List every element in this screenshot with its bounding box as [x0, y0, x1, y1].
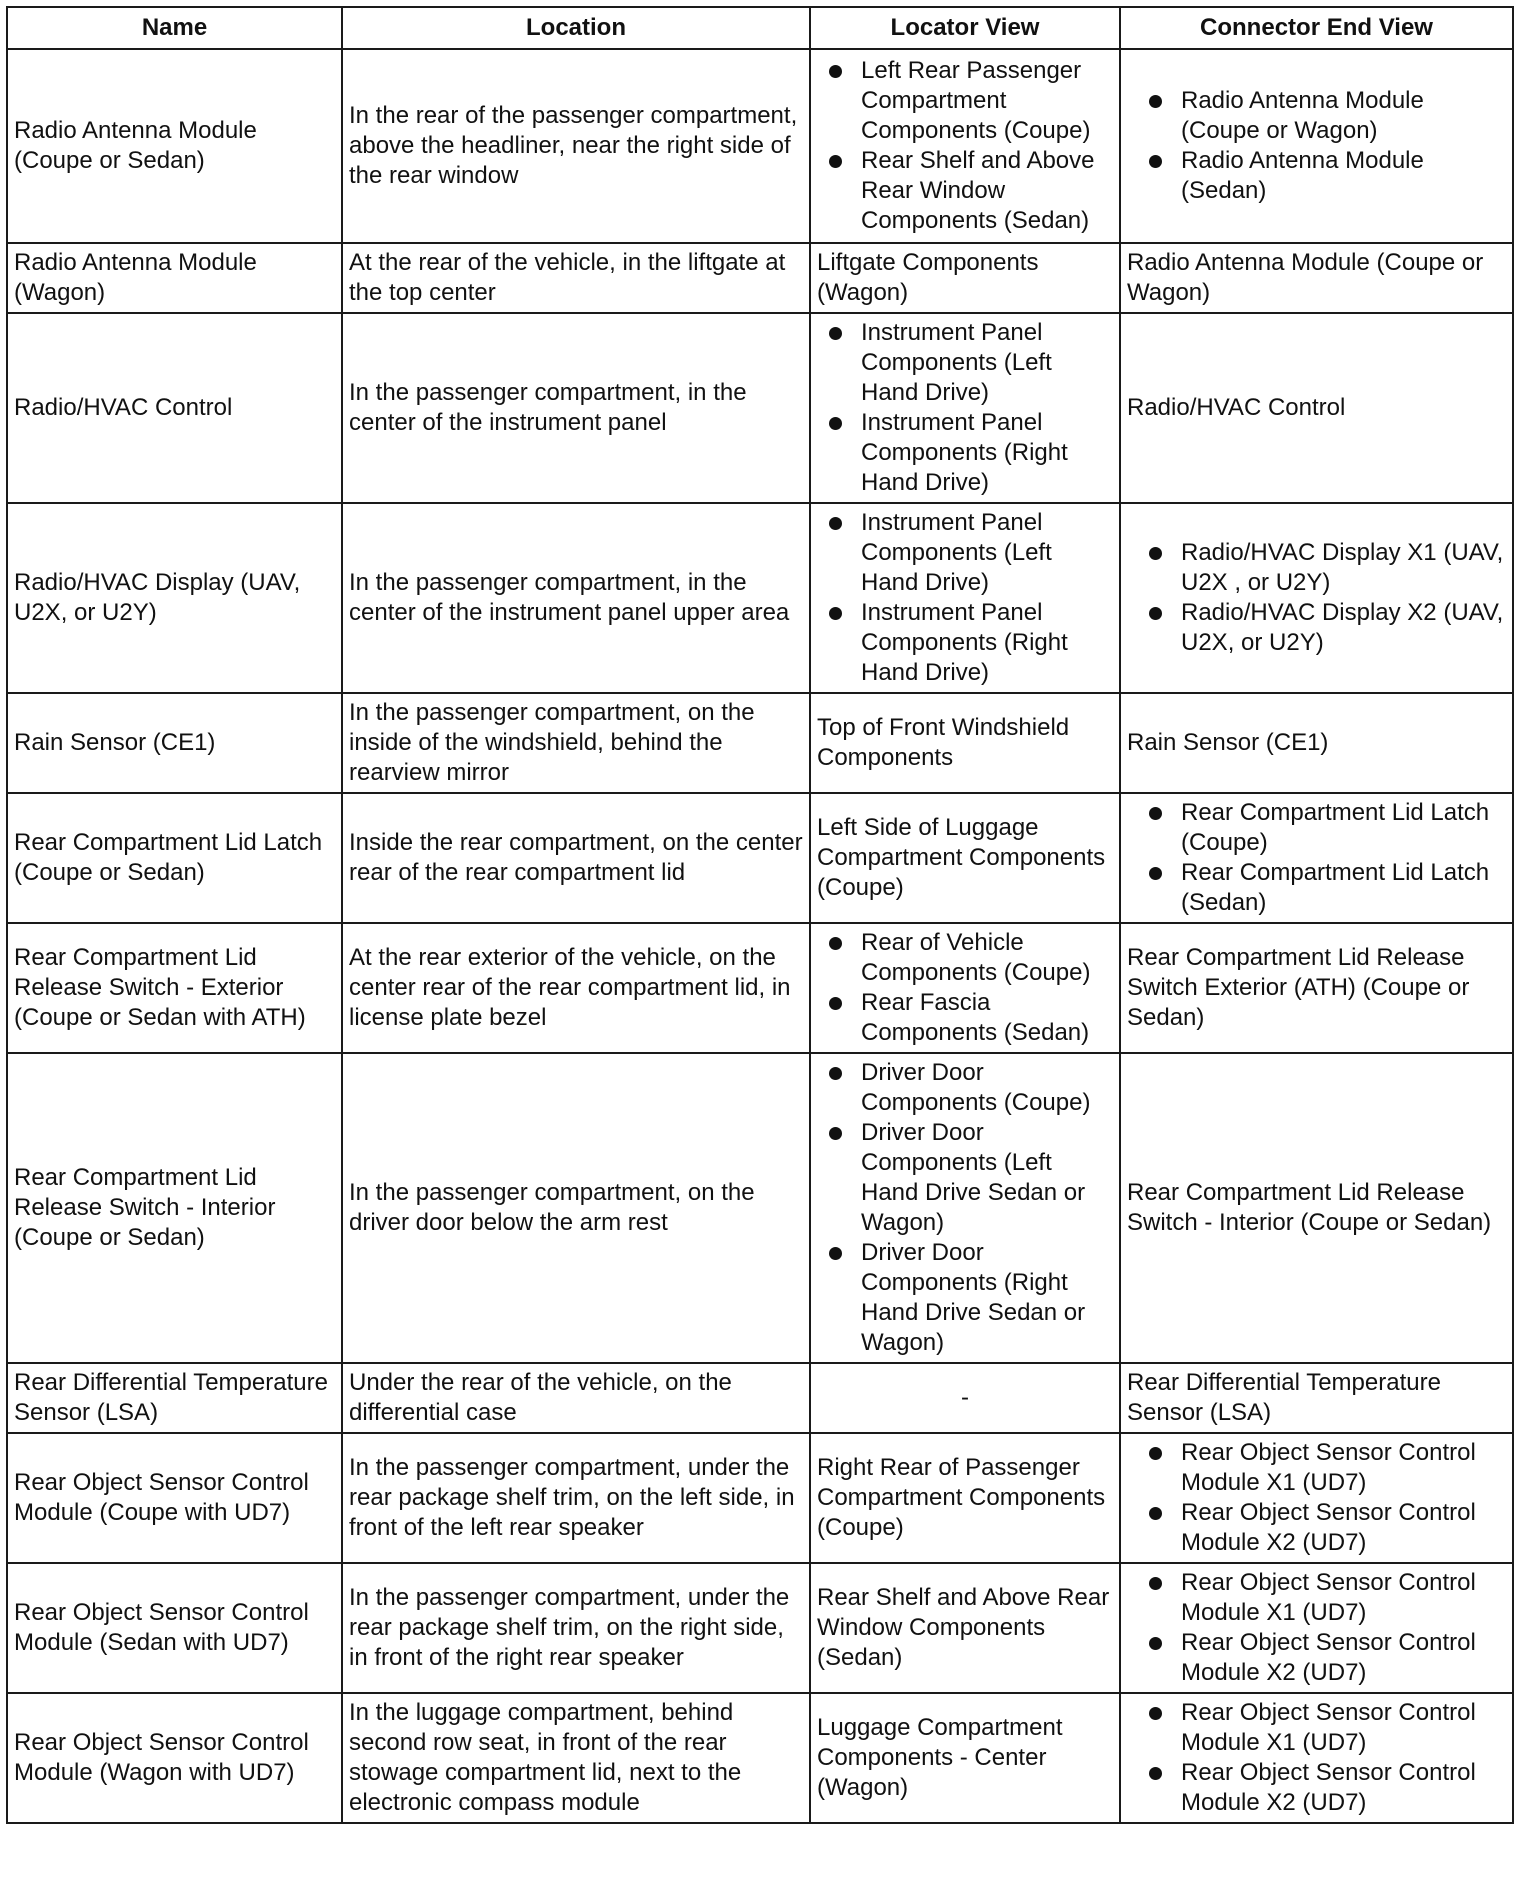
cell-locator-view-list: [817, 1058, 1113, 1358]
list-item: Left Rear Passenger Compartment Components (Coupe): [817, 56, 1113, 146]
cell-connector-end-view: Rear Compartment Lid Release Switch Exterior (ATH) (Coupe or Sedan): [1120, 923, 1513, 1053]
list-item: Rear Fascia Components (Sedan): [817, 988, 1113, 1048]
cell-name: Rear Differential Temperature Sensor (LSA): [7, 1363, 342, 1433]
cell-connector-end-view: Radio Antenna Module (Coupe or Wagon): [1120, 243, 1513, 313]
cell-connector-end-view: [1120, 1693, 1513, 1823]
cell-locator-view: Luggage Compartment Components - Center (Wagon): [810, 1693, 1120, 1823]
list-item: Radio Antenna Module (Sedan): [1127, 146, 1506, 206]
cell-connector-end-view: [1120, 793, 1513, 923]
list-item: Rear Object Sensor Control Module X1 (UD7): [1127, 1438, 1506, 1498]
component-locator-table-wrapper: [6, 6, 1514, 1824]
cell-connector-end-view-list: [1127, 1438, 1506, 1558]
table-body: [7, 49, 1513, 1823]
cell-name: Rear Object Sensor Control Module (Coupe with UD7): [7, 1433, 342, 1563]
cell-name: Radio/HVAC Display (UAV, U2X, or U2Y): [7, 503, 342, 693]
list-item: Rear Compartment Lid Latch (Coupe): [1127, 798, 1506, 858]
table-row: [7, 1363, 1513, 1433]
cell-location: At the rear exterior of the vehicle, on the center rear of the rear compartment lid, in license plate bezel: [342, 923, 810, 1053]
list-item: Rear Object Sensor Control Module X2 (UD7): [1127, 1758, 1506, 1818]
cell-connector-end-view: Rear Differential Temperature Sensor (LSA): [1120, 1363, 1513, 1433]
list-item: Instrument Panel Components (Left Hand Drive): [817, 508, 1113, 598]
cell-connector-end-view: Radio/HVAC Control: [1120, 313, 1513, 503]
list-item: Rear of Vehicle Components (Coupe): [817, 928, 1113, 988]
cell-connector-end-view-list: [1127, 538, 1506, 658]
cell-location: In the rear of the passenger compartment, above the headliner, near the right side of the rear window: [342, 49, 810, 243]
cell-connector-end-view: [1120, 49, 1513, 243]
cell-locator-view-list: [817, 318, 1113, 498]
cell-location: Under the rear of the vehicle, on the differential case: [342, 1363, 810, 1433]
cell-connector-end-view: [1120, 1563, 1513, 1693]
cell-locator-view: Liftgate Components (Wagon): [810, 243, 1120, 313]
header-connector-end-view: Connector End View: [1120, 7, 1513, 49]
list-item: Radio Antenna Module (Coupe or Wagon): [1127, 86, 1506, 146]
table-row: [7, 1053, 1513, 1363]
header-row: [7, 7, 1513, 49]
list-item: Radio/HVAC Display X2 (UAV, U2X, or U2Y): [1127, 598, 1506, 658]
cell-connector-end-view-list: [1127, 1568, 1506, 1688]
cell-locator-view: [810, 503, 1120, 693]
cell-locator-view: [810, 49, 1120, 243]
header-name: Name: [7, 7, 342, 49]
list-item: Instrument Panel Components (Right Hand Drive): [817, 598, 1113, 688]
list-item: Rear Object Sensor Control Module X1 (UD7): [1127, 1698, 1506, 1758]
cell-connector-end-view: [1120, 503, 1513, 693]
cell-connector-end-view-list: [1127, 1698, 1506, 1818]
table-row: [7, 1433, 1513, 1563]
table-row: [7, 243, 1513, 313]
cell-connector-end-view: Rear Compartment Lid Release Switch - Interior (Coupe or Sedan): [1120, 1053, 1513, 1363]
header-locator-view: Locator View: [810, 7, 1120, 49]
cell-name: Rear Compartment Lid Release Switch - Interior (Coupe or Sedan): [7, 1053, 342, 1363]
list-item: Driver Door Components (Coupe): [817, 1058, 1113, 1118]
list-item: Rear Object Sensor Control Module X1 (UD7): [1127, 1568, 1506, 1628]
list-item: Rear Compartment Lid Latch (Sedan): [1127, 858, 1506, 918]
cell-location: In the passenger compartment, on the inside of the windshield, behind the rearview mirror: [342, 693, 810, 793]
cell-locator-view: -: [810, 1363, 1120, 1433]
cell-name: Rear Compartment Lid Release Switch - Exterior (Coupe or Sedan with ATH): [7, 923, 342, 1053]
cell-location: Inside the rear compartment, on the center rear of the rear compartment lid: [342, 793, 810, 923]
cell-name: Radio/HVAC Control: [7, 313, 342, 503]
table-row: [7, 313, 1513, 503]
cell-locator-view: [810, 923, 1120, 1053]
cell-location: In the passenger compartment, under the rear package shelf trim, on the right side, in front of the right rear speaker: [342, 1563, 810, 1693]
table-row: [7, 693, 1513, 793]
cell-locator-view: Left Side of Luggage Compartment Components (Coupe): [810, 793, 1120, 923]
list-item: Driver Door Components (Right Hand Drive Sedan or Wagon): [817, 1238, 1113, 1358]
table-row: [7, 793, 1513, 923]
cell-location: In the luggage compartment, behind second row seat, in front of the rear stowage compartment lid, next to the electronic compass module: [342, 1693, 810, 1823]
cell-locator-view: Top of Front Windshield Components: [810, 693, 1120, 793]
cell-locator-view: Right Rear of Passenger Compartment Components (Coupe): [810, 1433, 1120, 1563]
cell-connector-end-view-list: [1127, 86, 1506, 206]
cell-locator-view-list: [817, 56, 1113, 236]
list-item: Instrument Panel Components (Right Hand Drive): [817, 408, 1113, 498]
cell-locator-view: [810, 313, 1120, 503]
header-location: Location: [342, 7, 810, 49]
cell-name: Radio Antenna Module (Wagon): [7, 243, 342, 313]
cell-locator-view: Rear Shelf and Above Rear Window Components (Sedan): [810, 1563, 1120, 1693]
cell-name: Rear Compartment Lid Latch (Coupe or Sedan): [7, 793, 342, 923]
cell-location: In the passenger compartment, in the center of the instrument panel upper area: [342, 503, 810, 693]
cell-name: Rear Object Sensor Control Module (Sedan with UD7): [7, 1563, 342, 1693]
cell-location: In the passenger compartment, under the rear package shelf trim, on the left side, in front of the left rear speaker: [342, 1433, 810, 1563]
cell-location: In the passenger compartment, in the center of the instrument panel: [342, 313, 810, 503]
table-row: [7, 923, 1513, 1053]
list-item: Rear Shelf and Above Rear Window Components (Sedan): [817, 146, 1113, 236]
cell-connector-end-view: Rain Sensor (CE1): [1120, 693, 1513, 793]
cell-locator-view-list: [817, 928, 1113, 1048]
list-item: Instrument Panel Components (Left Hand Drive): [817, 318, 1113, 408]
list-item: Radio/HVAC Display X1 (UAV, U2X , or U2Y): [1127, 538, 1506, 598]
table-row: [7, 1563, 1513, 1693]
cell-location: At the rear of the vehicle, in the liftgate at the top center: [342, 243, 810, 313]
cell-locator-view-list: [817, 508, 1113, 688]
cell-name: Radio Antenna Module (Coupe or Sedan): [7, 49, 342, 243]
cell-name: Rear Object Sensor Control Module (Wagon with UD7): [7, 1693, 342, 1823]
list-item: Rear Object Sensor Control Module X2 (UD7): [1127, 1628, 1506, 1688]
list-item: Rear Object Sensor Control Module X2 (UD7): [1127, 1498, 1506, 1558]
component-locator-table: [6, 6, 1514, 1824]
cell-connector-end-view: [1120, 1433, 1513, 1563]
list-item: Driver Door Components (Left Hand Drive Sedan or Wagon): [817, 1118, 1113, 1238]
cell-locator-view: [810, 1053, 1120, 1363]
cell-connector-end-view-list: [1127, 798, 1506, 918]
table-row: [7, 49, 1513, 243]
cell-name: Rain Sensor (CE1): [7, 693, 342, 793]
table-row: [7, 1693, 1513, 1823]
cell-location: In the passenger compartment, on the driver door below the arm rest: [342, 1053, 810, 1363]
table-row: [7, 503, 1513, 693]
